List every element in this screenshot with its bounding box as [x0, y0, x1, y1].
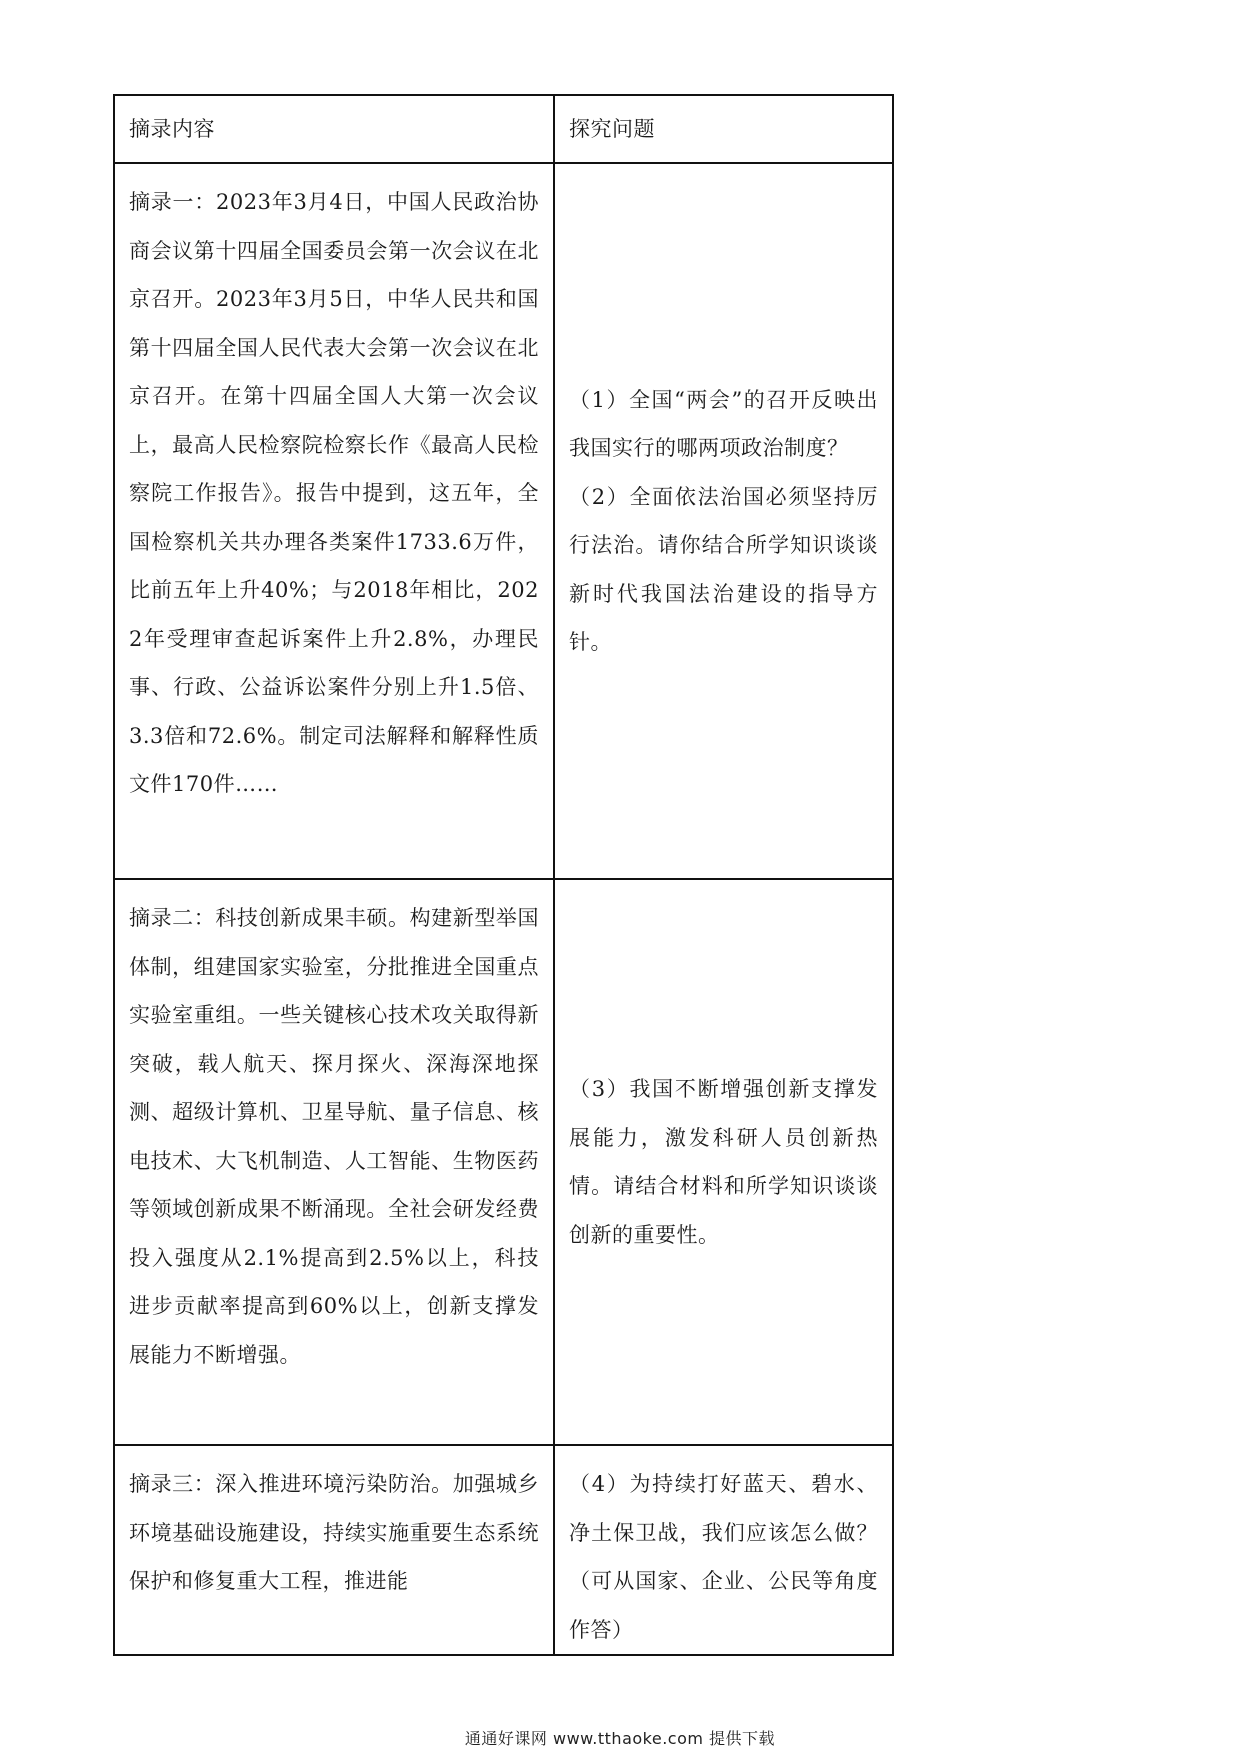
table-row [114, 1445, 893, 1655]
header-question-cell [554, 95, 893, 163]
question-cell-2 [554, 879, 893, 1445]
question-cell-3 [554, 1445, 893, 1655]
header-content-cell [114, 95, 554, 163]
question-text-4: （4）为持续打好蓝天、碧水、净土保卫战，我们应该怎么做？（可从国家、企业、公民等角度作答） [569, 1472, 878, 1642]
header-content-label: 摘录内容 [129, 116, 215, 141]
excerpt-text-1: 摘录一：2023年3月4日，中国人民政治协商会议第十四届全国委员会第一次会议在北京召开。2023年3月5日，中华人民共和国第十四届全国人民代表大会第一次会议在北京召开。在第十四届全国人大第一次会议上，最高人民检察院检察长作《最高人民检察院工作报告》。报告中提到，这五年，全国检察机关共办理各类案件1733.6万件，比前五年上升40%；与2018年相比，2022年受理审查起诉案件上升2.8%，办理民事、行政、公益诉讼案件分别上升1.5倍、3.3倍和72.6%。制定司法解释和解释性质文件170件…… [129, 190, 539, 796]
excerpt-text-2: 摘录二：科技创新成果丰硕。构建新型举国体制，组建国家实验室，分批推进全国重点实验室重组。一些关键核心技术攻关取得新突破，载人航天、探月探火、深海深地探测、超级计算机、卫星导航、量子信息、核电技术、大飞机制造、人工智能、生物医药等领域创新成果不断涌现。全社会研发经费投入强度从2.1%提高到2.5%以上，科技进步贡献率提高到60%以上，创新支撑发展能力不断增强。 [129, 906, 539, 1367]
question-text-3: （3）我国不断增强创新支撑发展能力，激发科研人员创新热情。请结合材料和所学知识谈谈创新的重要性。 [569, 1077, 878, 1247]
excerpt-cell-1 [114, 163, 554, 879]
table-row [114, 879, 893, 1445]
question-text-2: （2）全面依法治国必须坚持厉行法治。请你结合所学知识谈谈新时代我国法治建设的指导方针。 [569, 484, 878, 654]
question-text-1: （1）全国“两会”的召开反映出我国实行的哪两项政治制度？ [569, 387, 878, 460]
excerpt-table [113, 94, 894, 1656]
footer-watermark: 通通好课网 www.tthaoke.com 提供下载 [464, 1729, 776, 1748]
table-header-row [114, 95, 893, 163]
header-question-label: 探究问题 [569, 116, 655, 141]
excerpt-cell-3 [114, 1445, 554, 1655]
excerpt-text-3: 摘录三：深入推进环境污染防治。加强城乡环境基础设施建设，持续实施重要生态系统保护和修复重大工程，推进能 [129, 1472, 539, 1593]
question-cell-1 [554, 163, 893, 879]
table-row [114, 163, 893, 879]
excerpt-cell-2 [114, 879, 554, 1445]
